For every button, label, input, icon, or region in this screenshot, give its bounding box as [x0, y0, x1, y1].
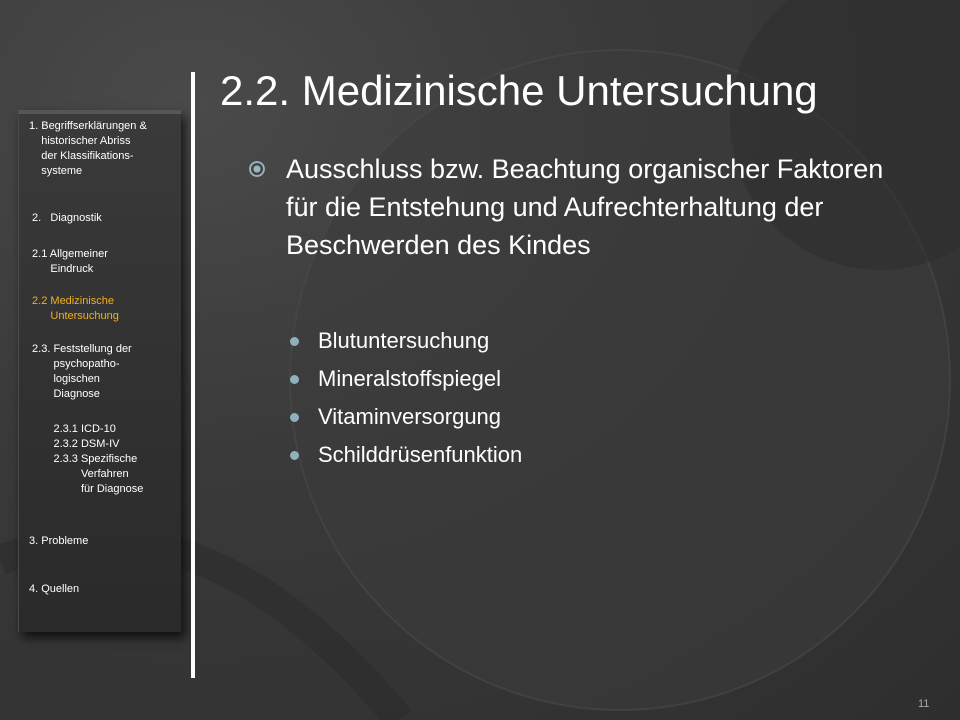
- nav-item-probleme[interactable]: 3. Probleme: [29, 535, 89, 547]
- bullet-dot-icon: [290, 375, 299, 384]
- sub-point-label: Mineralstoffspiegel: [318, 366, 502, 391]
- bullet-dot-icon: [290, 413, 299, 422]
- nav-item-subitems[interactable]: 2.3.1 ICD-10 2.3.2 DSM-IV 2.3.3 Spezifische Verfahren für Diagnose: [53, 423, 144, 495]
- page-number: 11: [918, 698, 930, 710]
- nav-item-diagnostik[interactable]: 2. Diagnostik: [29, 212, 102, 224]
- list-item: [290, 440, 522, 478]
- navigation-panel: [18, 110, 181, 632]
- nav-item-allgemeiner-eindruck[interactable]: 2.1 Allgemeiner Eindruck: [32, 248, 108, 275]
- nav-item-feststellung[interactable]: 2.3. Feststellung der psychopatho- logischen Diagnose: [32, 343, 132, 400]
- main-point-text: Ausschluss bzw. Beachtung organischer Faktoren für die Entstehung und Aufrechterhaltung der Beschwerden des Kindes: [286, 154, 884, 260]
- bullet-dot-icon: [290, 337, 299, 346]
- list-item: [290, 326, 522, 364]
- sub-point-label: Schilddrüsenfunktion: [318, 442, 523, 467]
- slide-title: 2.2. Medizinische Untersuchung: [220, 67, 818, 114]
- vertical-divider: [191, 72, 195, 678]
- list-item: [290, 402, 522, 440]
- nav-item-begriffserklaerungen[interactable]: 1. Begriffserklärungen & historischer Abriss der Klassifikations- systeme: [29, 120, 147, 177]
- sub-point-list: [290, 326, 522, 478]
- nav-item-medizinische-untersuchung[interactable]: 2.2 Medizinische Untersuchung: [32, 295, 119, 322]
- circle-dot-bullet-icon: [248, 160, 266, 178]
- sub-point-label: Blutuntersuchung: [318, 328, 490, 353]
- sub-point-label: Vitaminversorgung: [318, 404, 502, 429]
- nav-item-quellen[interactable]: 4. Quellen: [29, 583, 80, 595]
- list-item: [290, 364, 522, 402]
- bullet-dot-icon: [290, 451, 299, 460]
